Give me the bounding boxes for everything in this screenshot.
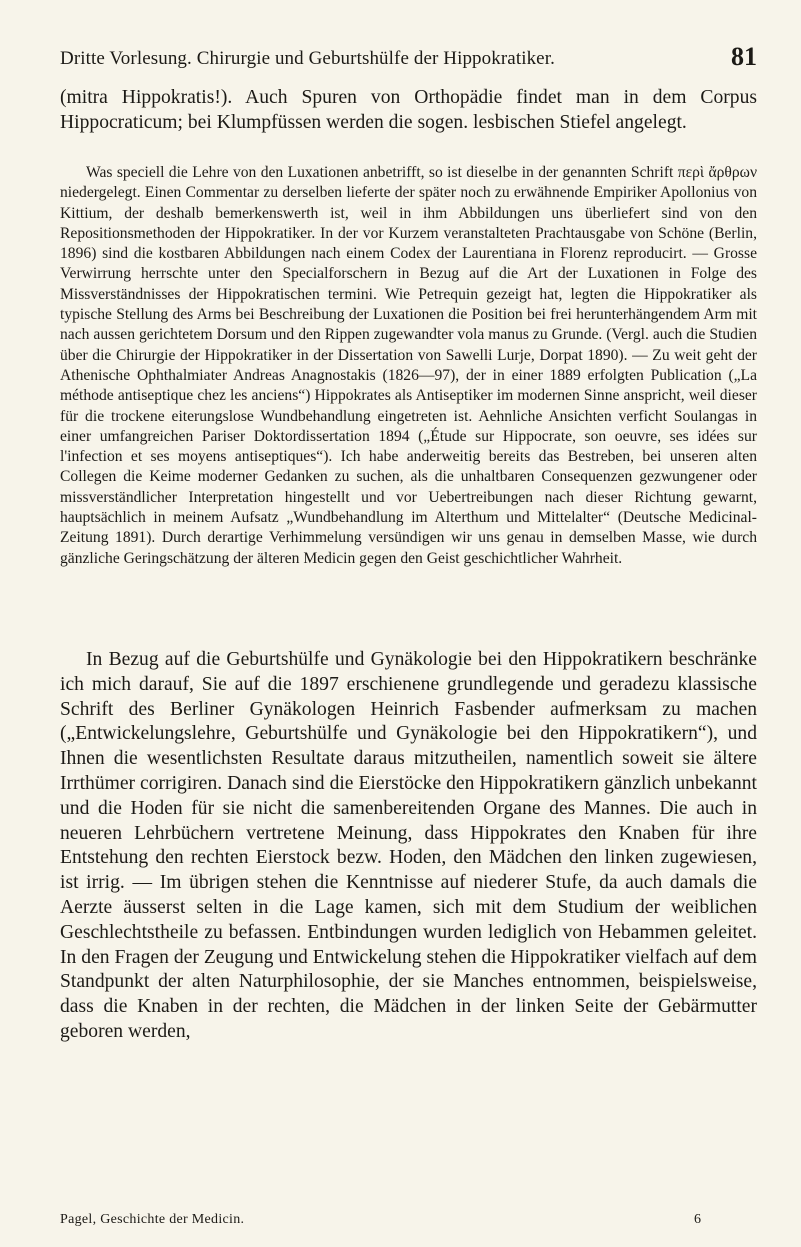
signature-mark: 6 <box>694 1212 701 1227</box>
paragraph-gynaecology: In Bezug auf die Geburtshülfe und Gynäkologie bei den Hippokratikern beschränke ich mich darauf, Sie auf die 1897 erschienene grundlegende und geradezu klassische Schrift des Berliner Gynäkologen Heinrich Fasbender aufmerksam zu machen („Entwickelungslehre, Geburtshülfe und Gynäkologie bei den Hippokratikern“), und Ihnen die wesentlichsten Resultate daraus mitzutheilen, namentlich soweit sie ältere Irrthümer corrigiren. Danach sind die Eierstöcke den Hippokratikern gänzlich unbekannt und die Hoden für sie nicht die samenbereitenden Organe des Mannes. Die auch in neueren Lehrbüchern vertretene Meinung, dass Hippokrates den Knaben für ihre Entstehung den rechten Eierstock bezw. Hoden, den Mädchen den linken zugewiesen, ist irrig. — Im übrigen stehen die Kenntnisse auf niederer Stufe, da auch damals die Aerzte äusserst selten in die Lage kamen, sich mit dem Studium der weiblichen Geschlechtstheile zu befassen. Entbindungen wurden lediglich von Hebammen geleitet. In den Fragen der Zeugung und Entwickelung stehen die Hippokratiker vielfach auf dem Standpunkt der alten Naturphilosophie, der sie Manches entnommen, beispielsweise, dass die Knaben in der rechten, die Mädchen in der linken Seite der Gebärmutter geboren werden, <box>60 649 757 1042</box>
footer-note: Pagel, Geschichte der Medicin. <box>60 1212 245 1227</box>
page-footer <box>60 1212 701 1232</box>
page-header <box>60 40 757 72</box>
running-title: Dritte Vorlesung. Chirurgie und Geburtshülfe der Hippokratiker. <box>60 48 555 69</box>
paragraph-luxations: Was speciell die Lehre von den Luxationen anbetrifft, so ist dieselbe in der genannten Schrift περὶ ἄρθρων niedergelegt. Einen Commentar zu derselben lieferte der später noch zu erwähnende Empiriker Apollonius von Kittium, der deshalb bemerkenswerth ist, weil in ihm Abbildungen uns überliefert sind von den Repositionsmethoden der Hippokratiker. In der vor Kurzem veranstalteten Prachtausgabe von Schöne (Berlin, 1896) sind die kostbaren Abbildungen nach einem Codex der Laurentiana in Florenz reproducirt. — Grosse Verwirrung herrschte unter den Specialforschern in Bezug auf die Art der Luxationen in Folge des Missverständnisses der Hippokratischen termini. Wie Petrequin gezeigt hat, legten die Hippokratiker als typische Stellung des Arms bei Beschreibung der Luxationen die Position bei frei herunterhängendem Arm mit nach aussen gerichtetem Dorsum und den Rippen zugewandter vola manus zu Grunde. (Vergl. auch die Studien über die Chirurgie der Hippokratiker in der Dissertation von Sawelli Lurje, Dorpat 1890). — Zu weit geht der Athenische Ophthalmiater Andreas Anagnostakis (1826—97), der in einer 1889 erfolgten Publication („La méthode antiseptique chez les anciens“) Hippokrates als Antiseptiker im modernen Sinne anspricht, weil dieser für die trockene eiterungslose Wundbehandlung eingetreten ist. Aehnliche Ansichten verficht Soulangas in einer umfangreichen Pariser Doktordissertation 1894 („Étude sur Hippocrate, son oeuvre, ses idées sur l'infection et ses moyens antiseptiques“). Ich habe anderweitig bereits das Bestreben, bei unseren alten Collegen die Keime moderner Gedanken zu suchen, als die unhaltbaren Consequenzen gezwungener oder missverständlicher Interpretation hingestellt und vor Uebertreibungen nach dieser Richtung gewarnt, hauptsächlich in meinem Aufsatz „Wundbehandlung im Alterthum und Mittelalter“ (Deutsche Medicinal-Zeitung 1891). Durch derartige Verhimmelung versündigen wir uns genau in demselben Masse, wie durch gänzliche Geringschätzung der älteren Medicin gegen den Geist geschichtlicher Wahrheit. <box>60 164 757 567</box>
paragraph-orthopaedics: (mitra Hippokratis!). Auch Spuren von Orthopädie findet man in dem Corpus Hippocraticum; bei Klumpfüssen werden die sogen. lesbischen Stiefel angelegt. <box>60 87 757 133</box>
page-number: 81 <box>731 42 757 71</box>
